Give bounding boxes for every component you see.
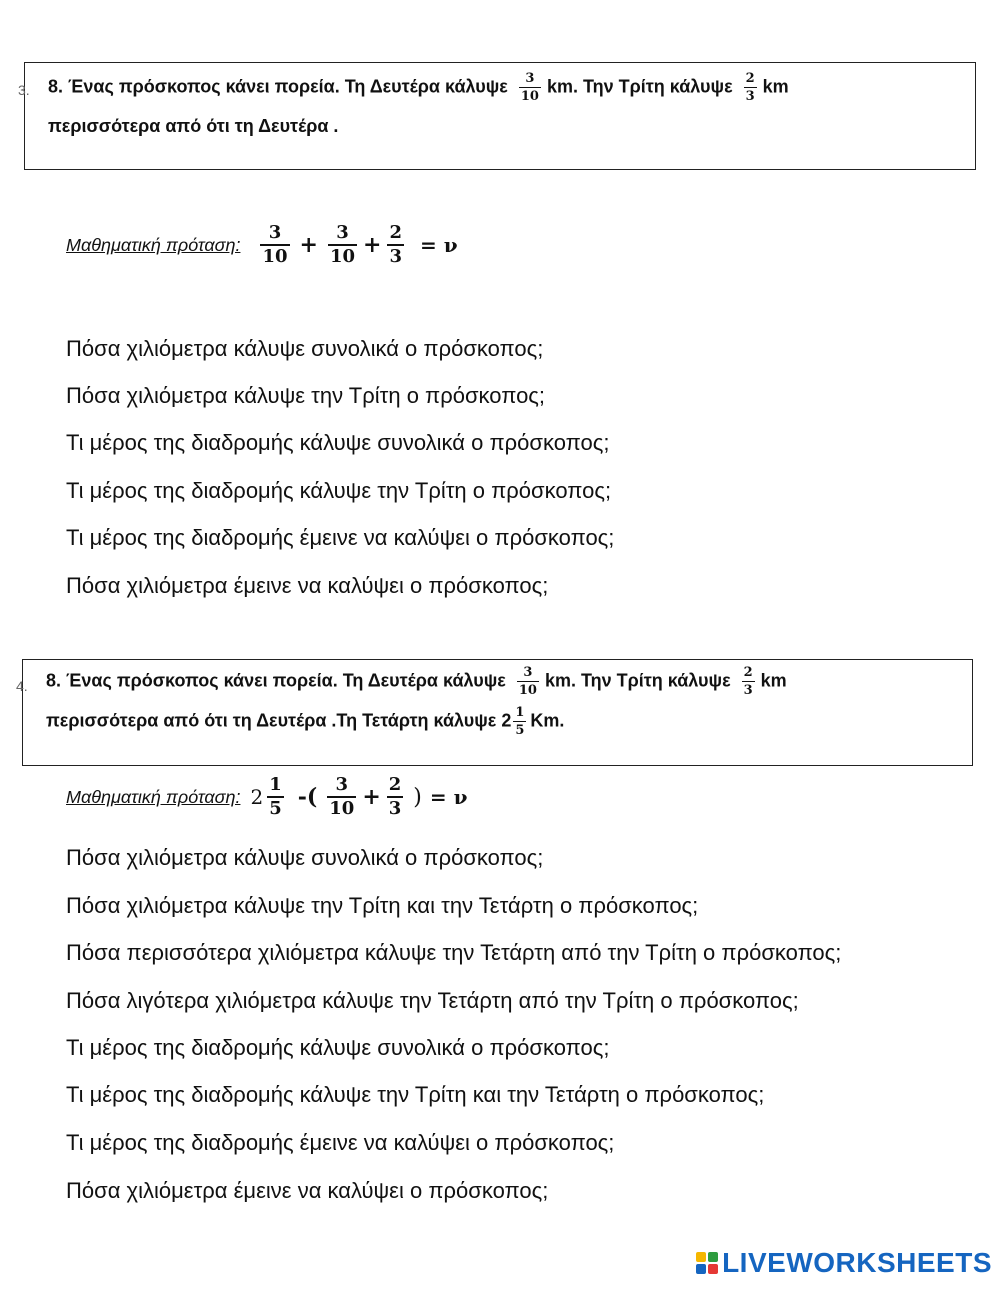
equation-result: = ν [429, 785, 468, 809]
question: Τι μέρος της διαδρομής έμεινε να καλύψει ο πρόσκοπος; [66, 1130, 615, 1155]
question: Τι μέρος της διαδρομής κάλυψε συνολικά ο πρόσκοπος; [66, 1035, 610, 1060]
fraction: $\frac{3}{10}$ [262, 222, 288, 267]
fraction: $\frac{2}{3}$ [745, 71, 755, 104]
question: Πόσα λιγότερα χιλιόμετρα κάλυψε την Τετάρτη από την Τρίτη ο πρόσκοπος; [66, 988, 799, 1013]
problem-text: km [760, 670, 787, 691]
problem-1-line-2: περισσότερα από ότι τη Δευτέρα . [48, 116, 339, 136]
logo-square [696, 1252, 706, 1262]
logo-text: LIVEWORKSHEETS [722, 1247, 992, 1278]
problem-2-line-1 [46, 666, 787, 697]
problem-text: km [762, 76, 789, 97]
whole-number: 2 [250, 785, 264, 809]
plus-operator: + [299, 232, 318, 258]
fraction: $\frac{2}{3}$ [388, 774, 402, 819]
question: Πόσα χιλιόμετρα κάλυψε την Τρίτη ο πρόσκοπος; [66, 383, 546, 408]
problem-1-line-1 [48, 72, 789, 103]
plus-operator: + [363, 232, 382, 258]
problem-text: km. Την Τρίτη κάλυψε [544, 670, 731, 691]
problem-2-line-2 [46, 706, 564, 737]
logo-square [708, 1264, 718, 1274]
problem-text: Ένας πρόσκοπος κάνει πορεία. Τη Δευτέρα κάλυψε [68, 76, 508, 97]
problem-text: km. Την Τρίτη κάλυψε [546, 76, 733, 97]
fraction: $\frac{3}{10}$ [329, 774, 355, 819]
liveworksheets-logo [696, 1247, 992, 1279]
fraction: $\frac{3}{10}$ [329, 222, 356, 267]
question: Πόσα χιλιόμετρα κάλυψε συνολικά ο πρόσκοπος; [66, 336, 544, 361]
math-sentence-label: Μαθηματική πρόταση: [66, 234, 241, 255]
problem-text: Km. [530, 710, 565, 731]
math-sentence-1 [66, 224, 462, 266]
logo-square [696, 1264, 706, 1274]
math-sentence-2 [66, 776, 472, 818]
fraction: $\frac{2}{3}$ [743, 665, 753, 698]
fraction: $\frac{1}{5}$ [269, 774, 282, 819]
question: Τι μέρος της διαδρομής κάλυψε την Τρίτη και την Τετάρτη ο πρόσκοπος; [66, 1082, 765, 1107]
question: Πόσα περισσότερα χιλιόμετρα κάλυψε την Τετάρτη από την Τρίτη ο πρόσκοπος; [66, 940, 842, 965]
question: Πόσα χιλιόμετρα έμεινε να καλύψει ο πρόσκοπος; [66, 1178, 549, 1203]
fraction: $\frac{2}{3}$ [389, 222, 402, 267]
question: Πόσα χιλιόμετρα έμεινε να καλύψει ο πρόσκοπος; [66, 573, 549, 598]
fraction: $\frac{3}{10}$ [520, 71, 539, 104]
problem-number: 8. [46, 670, 62, 691]
question: Τι μέρος της διαδρομής έμεινε να καλύψει ο πρόσκοπος; [66, 525, 615, 550]
question: Πόσα χιλιόμετρα κάλυψε την Τρίτη και την Τετάρτη ο πρόσκοπος; [66, 893, 699, 918]
question: Πόσα χιλιόμετρα κάλυψε συνολικά ο πρόσκοπος; [66, 845, 544, 870]
question: Τι μέρος της διαδρομής κάλυψε συνολικά ο πρόσκοπος; [66, 430, 610, 455]
minus-operator: -( [297, 784, 318, 810]
math-sentence-label: Μαθηματική πρόταση: [66, 786, 241, 807]
logo-icon [696, 1252, 718, 1274]
fraction: $\frac{1}{5}$ [515, 705, 525, 738]
problem-1-marker: 3. [18, 82, 30, 98]
problem-number: 8. [48, 76, 64, 97]
problem-2-marker: 4. [16, 678, 28, 694]
problem-text: Ένας πρόσκοπος κάνει πορεία. Τη Δευτέρα κάλυψε [66, 670, 506, 691]
logo-square [708, 1252, 718, 1262]
equation-result: = ν [419, 233, 458, 257]
close-parenthesis: ) [413, 784, 422, 810]
fraction: $\frac{3}{10}$ [518, 665, 537, 698]
plus-operator: + [362, 784, 381, 810]
problem-text: περισσότερα από ότι τη Δευτέρα .Τη Τετάρτη κάλυψε 2 [46, 710, 512, 731]
question: Τι μέρος της διαδρομής κάλυψε την Τρίτη ο πρόσκοπος; [66, 478, 612, 503]
